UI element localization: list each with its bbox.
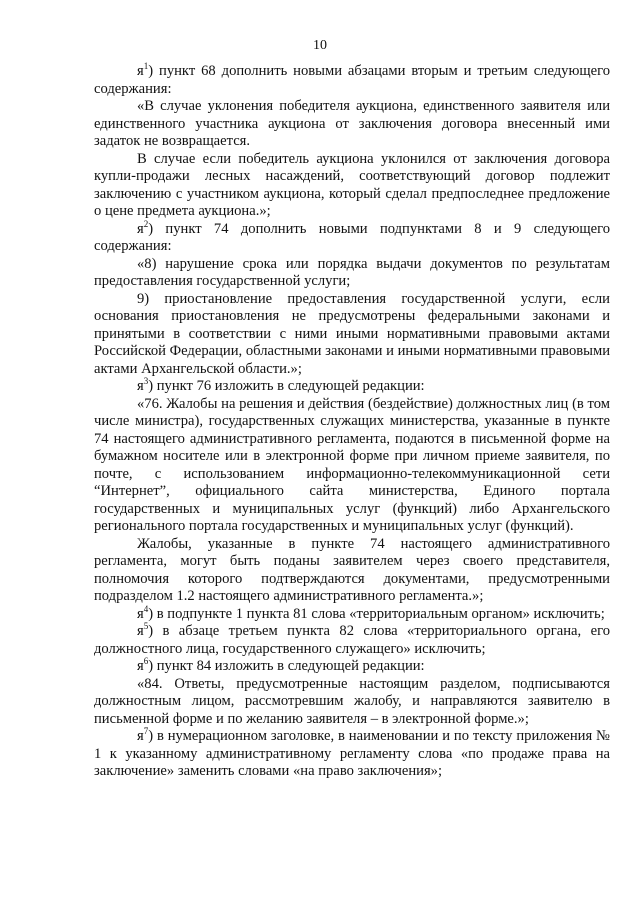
item-marker: я — [137, 220, 144, 237]
paragraph-text: 9) приостановление предоставления государственной услуги, если основания приостановления не предусмотрены федеральными законами и принятыми в соответствии с ними иными нормативными правовыми актами Российской Федерации, областными законами и иными нормативными правовыми актами Архангельской области.»; — [94, 290, 610, 377]
item-marker-superscript: 7 — [143, 726, 149, 737]
paragraph-text: ) пункт 84 изложить в следующей редакции: — [148, 658, 425, 674]
paragraph-text: В случае если победитель аукциона уклонился от заключения договора купли-продажи лесных насаждений, соответствующий договор подлежит заключению с участником аукциона, который сделал предпоследнее предложение о цене предмета аукциона.»; — [94, 150, 610, 219]
paragraph — [94, 396, 610, 536]
paragraph — [94, 218, 610, 256]
paragraph-text: «8) нарушение срока или порядка выдачи документов по результатам предоставления государственной услуги; — [94, 255, 610, 289]
item-marker: я — [137, 658, 144, 674]
paragraph-text: ) пункт 68 дополнить новыми абзацами вторым и третьим следующего содержания: — [94, 63, 610, 97]
item-marker: я — [137, 605, 144, 622]
page-number: 10 — [313, 38, 327, 53]
item-marker: я — [137, 623, 144, 639]
paragraph-text: ) в абзаце третьем пункта 82 слова «территориального органа, его должностного лица, государственного служащего» исключить; — [94, 623, 610, 657]
item-marker-superscript: 1 — [143, 61, 149, 72]
item-marker-superscript: 4 — [143, 603, 149, 614]
item-marker: я — [137, 63, 144, 79]
paragraph — [94, 291, 610, 379]
paragraph — [94, 98, 610, 151]
paragraph-text: «84. Ответы, предусмотренные настоящим разделом, подписываются должностным лицом, рассмотревшим жалобу, и направляются заявителю в письменной форме и по желанию заявителя – в электронной форме.»; — [94, 675, 610, 727]
paragraph-text: ) в подпункте 1 пункта 81 слова «территориальным органом» исключить; — [148, 605, 605, 622]
paragraph-text: ) в нумерационном заголовке, в наименовании и по тексту приложения № 1 к указанному административному регламенту слова «по продаже права на заключение» заменить словами «на право заключения»; — [94, 728, 610, 779]
paragraph — [94, 603, 610, 624]
item-marker-superscript: 2 — [143, 218, 149, 229]
paragraph — [94, 623, 610, 658]
document-body — [94, 63, 610, 781]
paragraph-text: ) пункт 76 изложить в следующей редакции: — [148, 378, 425, 394]
item-marker-superscript: 6 — [143, 656, 149, 667]
item-marker: я — [137, 378, 144, 394]
paragraph — [94, 63, 610, 98]
paragraph-text: Жалобы, указанные в пункте 74 настоящего административного регламента, могут быть поданы заявителем через своего представителя, полномочия которого подтверждаются документами, предусмотренными подразделом 1.2 настоящего административного регламента.»; — [94, 535, 610, 604]
paragraph — [94, 536, 610, 606]
paragraph — [94, 256, 610, 291]
paragraph-text: «В случае уклонения победителя аукциона, единственного заявителя или единственного участника аукциона от заключения договора внесенный ими задаток не возвращается. — [94, 98, 610, 149]
paragraph — [94, 676, 610, 729]
paragraph-text: «76. Жалобы на решения и действия (бездействие) должностных лиц (в том числе министра), государственных служащих министерства, указанные в пункте 74 настоящего административного регламента, подаются в письменной форме на бумажном носителе или в электронной форме при личном приеме заявителя, по почте, с использованием информационно-телекоммуникационной сети “Интернет”, официального сайта министерства, Единого портала государственных и муниципальных услуг (функций) либо Архангельского регионального портала государственных и муниципальных услуг (функций). — [94, 395, 610, 534]
paragraph — [94, 378, 610, 396]
paragraph-text: ) пункт 74 дополнить новыми подпунктами 8 и 9 следующего содержания: — [94, 220, 610, 254]
item-marker: я — [137, 728, 144, 744]
paragraph — [94, 151, 610, 221]
paragraph — [94, 728, 610, 781]
paragraph — [94, 658, 610, 676]
item-marker-superscript: 3 — [143, 376, 149, 387]
item-marker-superscript: 5 — [143, 621, 149, 632]
